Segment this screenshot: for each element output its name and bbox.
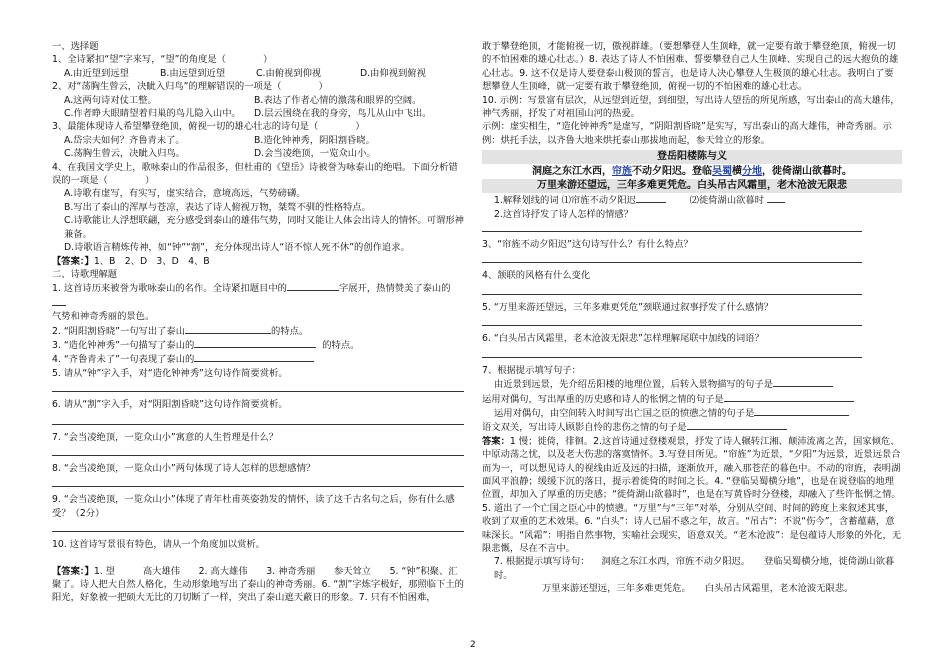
answer-r bbox=[482, 435, 902, 556]
option: A.这两句诗对仗工整。 bbox=[64, 94, 157, 106]
text: 4. “齐鲁青未了”一句表现了泰山的 bbox=[52, 354, 195, 366]
question-r2: 2.这首诗抒发了诗人怎样的情感？ bbox=[494, 208, 634, 220]
text: 由近景到远景，先介绍岳阳楼的地理位置，后转入景物描写的句子是 bbox=[494, 379, 773, 391]
question-4-option-d: D.诗歌语言精炼传神，如“钟”“割”，充分体现出诗人“语不惊人死不休”的创作追求。 bbox=[64, 242, 410, 254]
question-r1 bbox=[482, 193, 902, 207]
text: 字展开，热情赞美了泰山的 bbox=[338, 283, 451, 295]
answer-line[interactable] bbox=[52, 486, 464, 487]
question-4: 4、在我国文学史上，歌咏泰山的作品很多，但杜甫的《望岳》诗被誉为咏泰山的绝唱。下面分析错误的一项是（ ） bbox=[52, 161, 458, 187]
poem-title: 登岳阳楼陈与义 bbox=[482, 150, 902, 164]
answer-text: 1 慢；徙倚，徘徊。2.这首诗通过登楼观景，抒发了诗人辗转江湘、颠沛流离之苦，国家倾危、中原动荡之忧，以及老大伤悲的落寞情怀。3.写登目所见。“帘旌”为近景，“夕阳”为远景，近景远景合而为一，可以想见诗人的视线由近及远的扫描，逐渐放开，融入那苍茫的暮色中。不动的帘旌，表明湖面风平浪静；缓缓下沉的落日，提示着徙倚的时间之长。4. “登临吴蜀横分地”，也是在说登临的地理位置，却加入了厚重的历史感；“徙倚湖山欲暮时”，也是在写黄昏时分登楼，却融入了些许怅惘之情。5. 道出了一个亡国之臣心中的愤懑。“万里”与“三年”对举，分别从空间、时间的跨度上来叙述其事，收到了双重的艺术效果。6. “白头”：诗人已届不惑之年，故言。“吊古”：不说“伤今”，含蓄蕴藉，意味深长。“风霜”：明指自然事物，实喻社会现实，语意双关。“老木沧波”：是包蕴诗人形象的外化，无限悲慨，尽在不言中。 bbox=[482, 435, 902, 554]
poem-q7: 7. “会当凌绝顶，一览众山小”寓意的人生哲理是什么？ bbox=[52, 431, 278, 443]
answer-poem bbox=[52, 565, 464, 605]
blank-line[interactable] bbox=[773, 377, 833, 387]
option: A.由近望到远望 bbox=[64, 67, 129, 79]
text: 1.解释划线的词 ⑴帘旌不动夕阳迟 bbox=[494, 195, 636, 207]
answer-r7-2: 万里来游还望远，三年多难更凭危。 白头吊古风霜里，老木沧波无限悲。 bbox=[542, 583, 854, 595]
poem-q9: 9. “会当凌绝顶，一览众山小”体现了青年杜甫英姿勃发的情怀，读了这千古名句之后，你有什么感受？（2分） bbox=[52, 494, 455, 519]
page-number: 2 bbox=[470, 640, 476, 650]
section-title-choice: 一、选择题 bbox=[52, 41, 99, 52]
question-r7-b bbox=[482, 406, 902, 420]
question-r7: 7、根据提示填写句子： bbox=[482, 364, 581, 376]
answer-label: 答案： bbox=[482, 435, 510, 447]
question-3: 3、最能体现诗人希望攀登绝顶，俯视一切的雄心壮志的诗句是（ ） bbox=[52, 121, 365, 133]
question-3-options-b bbox=[52, 147, 464, 160]
option: D.层云围绕在我的身旁，鸟儿从山中飞出。 bbox=[254, 108, 432, 120]
answer-text: 1. 望 高大雄伟 2. 高大雄伟 3. 神奇秀丽 参天耸立 5. “钟”积聚、汇聚了。诗人把大自然人格化，生动形象地写出了泰山的神奇秀丽。6. “割”字炼字极好，那照临下土的阳光，好象被一把硕大无比的刀切断了一样，突出了泰山遮天蔽日的形象。7. 只有不怕困难， bbox=[52, 565, 464, 604]
poem-q5: 5. 请从“钟”字入手，对“造化钟神秀”这句诗作简要赏析。 bbox=[52, 367, 288, 379]
right-column bbox=[482, 40, 902, 596]
answer-label: 【答案：】 bbox=[52, 565, 94, 577]
blank-line[interactable] bbox=[52, 296, 66, 306]
section-title-poem: 二、诗歌理解题 bbox=[52, 268, 118, 280]
option: D.由仰视到俯视 bbox=[360, 67, 426, 79]
option: B.造化钟神秀，阴阳割昏晓。 bbox=[254, 134, 375, 146]
question-4-option-c: C.诗歌能让人浮想联翩，充分感受到泰山的雄伟气势，同时又能让人体会出诗人的情怀。可谓形神兼备。 bbox=[64, 215, 464, 240]
left-column bbox=[52, 40, 464, 605]
blank-line[interactable] bbox=[287, 281, 339, 291]
poem-q1 bbox=[52, 281, 464, 310]
text: 洞庭之东江水西， bbox=[532, 166, 612, 178]
question-r5: 5. “万里来游还望远，三年多难更凭危”颈联通过叙事抒发了什么感情？ bbox=[482, 301, 774, 313]
text: 1. 这首诗历来被誉为歌咏泰山的名作。全诗紧扣题目中的 bbox=[52, 283, 287, 295]
blank-line[interactable] bbox=[767, 193, 785, 203]
blank-line[interactable] bbox=[185, 324, 271, 334]
answer-r7 bbox=[482, 555, 902, 582]
underlined-word: 帘旌 bbox=[612, 166, 632, 178]
text: 横 bbox=[732, 166, 742, 178]
answer-line[interactable] bbox=[482, 357, 862, 358]
text: 2. “阴阳割昏晓”一句写出了泰山 bbox=[52, 325, 186, 337]
option: C.由俯视到仰视 bbox=[256, 67, 322, 79]
text: 运用对偶句，写出厚重的历史感和诗人的怅惘之情的句子是 bbox=[482, 393, 724, 405]
answer-label: 【答案：】 bbox=[52, 255, 94, 267]
text: 的特点。 bbox=[271, 325, 309, 337]
underlined-word: 吴蜀 bbox=[712, 166, 732, 178]
option: A.岱宗夫如何？齐鲁青未了。 bbox=[64, 134, 185, 146]
blank-line[interactable] bbox=[636, 193, 666, 203]
text: 洞庭之东江水西，帘旌不动夕阳迟。 登临吴蜀横分地，徙倚湖山欲暮时。 bbox=[494, 556, 895, 581]
text: 不动夕阳迟。登临 bbox=[632, 166, 712, 178]
question-r6: 6. “白头吊古风霜里，老木沧波无限悲”怎样理解尾联中加线的词语？ bbox=[482, 333, 764, 345]
question-r7-c bbox=[482, 420, 902, 434]
question-r3: 3、“帘旌不动夕阳迟”这句诗写什么？有什么特点？ bbox=[482, 239, 693, 251]
option: B.由远望到近望 bbox=[160, 67, 226, 79]
question-4-option-b: B.写出了泰山的浑厚与苍凉，表达了诗人俯视万物，桀骜不驯的性格特点。 bbox=[64, 201, 371, 213]
answer-line[interactable] bbox=[52, 424, 464, 425]
answer-continued-example: 示例：虚实相生，“造化钟神秀”是虚写，“阴阳割昏晓”是实写，写出泰山的高大雄伟，神奇秀丽。示例：烘托手法，以齐鲁大地来烘托泰山那拔地而起，参天耸立的形象。 bbox=[482, 121, 892, 146]
question-r7-a2 bbox=[482, 392, 902, 406]
answer-line[interactable] bbox=[482, 262, 862, 263]
answer-line[interactable] bbox=[482, 231, 862, 232]
blank-line[interactable] bbox=[724, 392, 854, 402]
question-r4: 4、颔联的风格有什么变化 bbox=[482, 270, 591, 282]
question-1-options bbox=[52, 67, 464, 80]
text: ，徙倚湖山欲暮时。 bbox=[762, 166, 852, 178]
question-3-options-a bbox=[52, 134, 464, 147]
text: 3. “造化钟神秀”一句描写了泰山的 bbox=[52, 339, 195, 351]
answer-continued-10: 10. 示例：写景富有层次，从远望到近望，到细望，写出诗人望岳的所见所感，写出泰山的高大雄伟，神气秀丽，抒发了对祖国山河的热爱。 bbox=[482, 94, 900, 120]
answer-choice bbox=[52, 255, 464, 268]
question-4-option-a: A.诗歌有虚写，有实写，虚实结合，意境高远，气势磅礴。 bbox=[64, 188, 306, 200]
answer-line[interactable] bbox=[52, 455, 464, 456]
answer-text: 1、B 2、D 3、D 4、B bbox=[93, 255, 210, 267]
poem-q2 bbox=[52, 324, 464, 338]
option: D.会当凌绝顶，一览众山小。 bbox=[254, 148, 376, 160]
option: C.荡胸生曾云，决眦入归鸟。 bbox=[64, 148, 186, 160]
text: 语文双关，写出诗人顾影自怜的悲伤之情的句子是 bbox=[482, 422, 687, 434]
poem-q8: 8. “会当凌绝顶，一览众山小”两句体现了诗人怎样的思想感情？ bbox=[52, 462, 316, 474]
option: C.作者睁大眼睛望着归巢的鸟儿隐入山中。 bbox=[64, 108, 241, 120]
question-1: 1、全诗紧扣“望”字来写，“望”的角度是（ ） bbox=[52, 54, 273, 66]
poem-q1-end: 气势和神奇秀丽的景色。 bbox=[52, 311, 155, 323]
text: 的特点。 bbox=[322, 339, 360, 351]
text: 7. 根据提示填写诗句： bbox=[494, 556, 590, 568]
blank-line[interactable] bbox=[754, 406, 849, 416]
option: B.表达了作者心情的激荡和眼界的空阔。 bbox=[254, 94, 422, 106]
answer-line[interactable] bbox=[52, 391, 464, 392]
question-2-options-a bbox=[52, 94, 464, 107]
poem-q4 bbox=[52, 352, 464, 366]
blank-line[interactable] bbox=[194, 352, 314, 362]
poem-line-1 bbox=[482, 165, 902, 179]
blank-line[interactable] bbox=[194, 338, 316, 348]
poem-line-2: 万里来游还望远，三年多难更凭危。白头吊古风霜里，老木沧波无限悲 bbox=[482, 179, 902, 193]
answer-continued: 敢于攀登绝顶，才能俯视一切，傲视群雄。（要想攀登人生顶峰，就一定要有敢于攀登绝顶，俯视一切的不怕困难的雄心壮志。）8. 表达了诗人不怕困难、誓要攀登自己人生顶峰、实现自己的远大抱负的雄心壮志。9. 这不仅是诗人要登泰山极顶的誓言，也是诗人决心攀登人生极顶的雄心壮志。我明白了要想攀登人生顶峰，就一定要有敢于攀登绝顶，俯视一切的不怕困难的雄心壮志。 bbox=[482, 41, 899, 93]
answer-line[interactable] bbox=[482, 294, 862, 295]
poem-q6: 6. 请从“割”字入手，对“阴阳割昏晓”这句诗作简要赏析。 bbox=[52, 399, 288, 411]
answer-line[interactable] bbox=[482, 325, 862, 326]
question-2-options-b bbox=[52, 107, 464, 120]
question-2: 2、对“荡胸生曾云，决眦入归鸟”的理解错误的一项是（ ） bbox=[52, 81, 328, 93]
poem-q3 bbox=[52, 338, 464, 352]
underlined-word: 分地 bbox=[742, 166, 762, 178]
text: 运用对偶句，由空间转入时间写出亡国之臣的愤懑之情的句子是 bbox=[494, 407, 755, 419]
poem-q10: 10. 这首诗写景很有特色，请从一个角度加以赏析。 bbox=[52, 539, 265, 551]
text: ⑵徙倚湖山欲暮时 bbox=[689, 195, 765, 207]
question-r7-a bbox=[482, 377, 902, 391]
answer-line[interactable] bbox=[52, 531, 464, 532]
blank-line[interactable] bbox=[687, 420, 787, 430]
